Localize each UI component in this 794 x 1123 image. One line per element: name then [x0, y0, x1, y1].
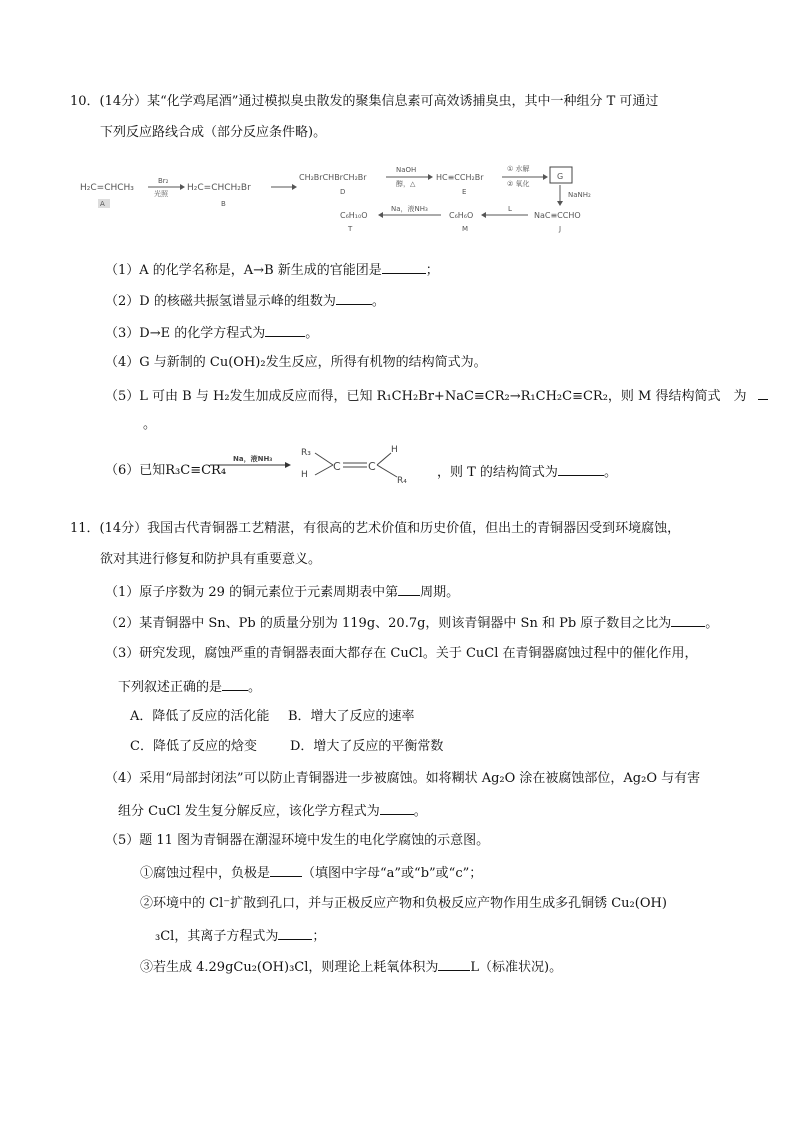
arrow-M-to-T-reagent: Na，液NH₃	[391, 205, 428, 213]
q10-part5-end: 。	[143, 417, 157, 432]
compound-A-label: A	[100, 200, 105, 208]
arrow-A-to-B-condition: 光照	[154, 190, 168, 198]
q11-part4-line2	[118, 801, 427, 821]
alkene-r3: R₃	[301, 448, 311, 458]
q11-stem-line2: 欲对其进行修复和防护具有重要意义。	[100, 552, 322, 567]
answer-blank[interactable]	[558, 462, 604, 476]
compound-T-formula: C₆H₁₀O	[340, 211, 368, 220]
option-b[interactable]: B．增大了反应的速率	[288, 709, 415, 724]
q10-part4: （4）G 与新制的 Cu(OH)₂发生反应，所得有机物的结构简式为。	[105, 355, 487, 370]
arrow-J-to-M-reagent: L	[508, 205, 512, 213]
compound-D-label: D	[340, 188, 346, 196]
compound-D-formula: CH₂BrCHBrCH₂Br	[299, 173, 367, 182]
answer-blank[interactable]	[398, 582, 420, 596]
q11-part5-item2-text: ₃Cl，其离子方程式为	[155, 929, 279, 944]
q10-part2-text: （2）D 的核磁共振氢谱显示峰的组数为	[105, 294, 336, 309]
compound-E-formula: HC≡CCH₂Br	[436, 173, 484, 182]
q11-part5-item1-text: ①腐蚀过程中，负极是	[140, 866, 271, 881]
compound-M-label: M	[462, 225, 469, 233]
compound-B-formula: H₂C=CHCH₂Br	[187, 183, 251, 193]
arrow-E-to-G-step1: ① 水解	[507, 165, 530, 173]
answer-blank[interactable]	[758, 386, 768, 400]
q10-part6-prefix: （6）已知R₃C≡CR₄	[105, 463, 227, 478]
arrow-E-to-G-step2: ② 氧化	[507, 180, 530, 188]
answer-blank[interactable]	[270, 863, 302, 877]
compound-A-formula: H₂C=CHCH₃	[80, 183, 134, 193]
q11-part1-end: 周期。	[420, 585, 460, 600]
q10-part1-text: （1）A 的化学名称是，A→B 新生成的官能团是	[105, 263, 382, 278]
q11-part2-text: （2）某青铜器中 Sn、Pb 的质量分别为 119g、20.7g，则该青铜器中 Sn 和 Pb 原子数目之比为	[105, 616, 672, 631]
arrow-D-to-E-condition: 醇，△	[396, 180, 416, 188]
arrow-G-to-J-reagent: NaNH₂	[568, 191, 591, 199]
synthesis-route-diagram	[78, 157, 598, 237]
q10-stem-line1: 10．(14分）某“化学鸡尾酒”通过模拟臭虫散发的聚集信息素可高效诱捕臭虫，其中一种组分 T 可通过	[70, 94, 659, 109]
q10-part6-text: ，则 T 的结构简式为	[437, 465, 558, 480]
q11-part1	[105, 582, 459, 602]
alkene-r4: R₄	[397, 476, 407, 486]
compound-M-formula: C₆H₆O	[449, 211, 474, 220]
q11-part4-text: 组分 CuCl 发生复分解反应，该化学方程式为	[118, 804, 380, 819]
q10-part5-text: （5）L 可由 B 与 H₂发生加成反应而得，已知 R₁CH₂Br+NaC≡CR₂→R₁CH₂C≡CR₂，则 M 得结构简式 为	[105, 389, 747, 404]
q11-stem-line1: 11．(14分）我国古代青铜器工艺精湛，有很高的艺术价值和历史价值，但出土的青铜器因受到环境腐蚀，	[70, 521, 681, 536]
q10-part3-end: 。	[305, 326, 319, 341]
alkene-h-right: H	[391, 445, 398, 455]
q10-part2	[105, 291, 385, 311]
q10-part2-end: 。	[371, 294, 385, 309]
compound-T-label: T	[348, 225, 353, 233]
q11-part5-item2-line2	[155, 926, 325, 946]
answer-blank[interactable]	[438, 957, 470, 971]
q11-part2-end: 。	[705, 616, 719, 631]
q11-part3-line1: （3）研究发现，腐蚀严重的青铜器表面大都存在 CuCl。关于 CuCl 在青铜器腐蚀过程中的催化作用，	[105, 646, 698, 661]
compound-J-formula: NaC≡CCHO	[534, 211, 581, 220]
answer-blank[interactable]	[222, 677, 248, 691]
q11-part3-end: 。	[248, 680, 262, 695]
q10-part6-end: 。	[603, 465, 617, 480]
answer-blank[interactable]	[380, 801, 414, 815]
compound-B-label: B	[221, 200, 226, 208]
q11-part5: （5）题 11 图为青铜器在潮湿环境中发生的电化学腐蚀的示意图。	[105, 833, 490, 848]
reaction-arrow-reagent: Na，液NH₃	[233, 455, 273, 463]
q10-part6	[437, 462, 617, 482]
q10-stem-line2: 下列反应路线合成（部分反应条件略)。	[100, 125, 327, 140]
arrow-A-to-B-head	[180, 184, 185, 190]
answer-blank[interactable]	[336, 291, 372, 305]
q11-part1-text: （1）原子序数为 29 的铜元素位于元素周期表中第	[105, 585, 399, 600]
q11-part3-text: 下列叙述正确的是	[118, 680, 223, 695]
arrow-A-to-B-reagent: Br₂	[158, 177, 169, 185]
q10-part5	[105, 386, 768, 406]
q11-part5-item1	[140, 863, 482, 883]
q11-part5-item3-text: ③若生成 4.29gCu₂(OH)₃Cl，则理论上耗氧体积为	[140, 960, 439, 975]
q11-part4-end: 。	[413, 804, 427, 819]
q10-part3-text: （3）D→E 的化学方程式为	[105, 326, 266, 341]
answer-blank[interactable]	[671, 613, 705, 627]
option-d[interactable]: D．增大了反应的平衡常数	[290, 739, 444, 754]
q11-part4-line1: （4）采用“局部封闭法”可以防止青铜器进一步被腐蚀。如将糊状 Ag₂O 涂在被腐蚀部位，Ag₂O 与有害	[105, 771, 701, 786]
alkene-c1: C	[333, 460, 341, 473]
alkene-structure-image	[205, 443, 445, 491]
option-c[interactable]: C．降低了反应的焓变	[130, 739, 257, 754]
q11-part5-item3	[140, 957, 562, 977]
q11-part2	[105, 613, 718, 633]
arrow-B-to-D-head	[292, 184, 297, 190]
alkene-h-left: H	[301, 470, 308, 480]
arrow-E-to-G-head	[543, 174, 548, 180]
q10-part1-end: ；	[425, 263, 439, 278]
q11-part3-line2	[118, 677, 261, 697]
q11-part5-item2-line1: ②环境中的 Cl⁻扩散到孔口，并与正极反应产物和负极反应产物作用生成多孔铜锈 Cu₂(OH)	[140, 896, 667, 911]
arrow-G-to-J-head	[557, 201, 563, 206]
arrow-M-to-T-head	[378, 212, 383, 218]
q11-part5-item1-end: （填图中字母“a”或“b”或“c”；	[302, 866, 483, 881]
arrow-D-to-E-reagent: NaOH	[396, 166, 417, 174]
compound-E-label: E	[462, 188, 467, 196]
answer-blank[interactable]	[382, 260, 426, 274]
arrow-J-to-M-head	[481, 212, 486, 218]
answer-blank[interactable]	[278, 926, 312, 940]
q10-part3	[105, 323, 318, 343]
compound-G-label: G	[557, 172, 564, 181]
q11-part5-item3-end: L（标准状况)。	[470, 960, 563, 975]
option-a[interactable]: A．降低了反应的活化能	[130, 709, 270, 724]
q11-part5-item2-end: ；	[312, 929, 326, 944]
q10-part1	[105, 260, 439, 280]
answer-blank[interactable]	[265, 323, 305, 337]
reaction-arrow-head	[285, 462, 291, 468]
alkene-c2: C	[368, 460, 376, 473]
arrow-D-to-E-head	[428, 174, 433, 180]
compound-J-label: J	[559, 225, 562, 233]
